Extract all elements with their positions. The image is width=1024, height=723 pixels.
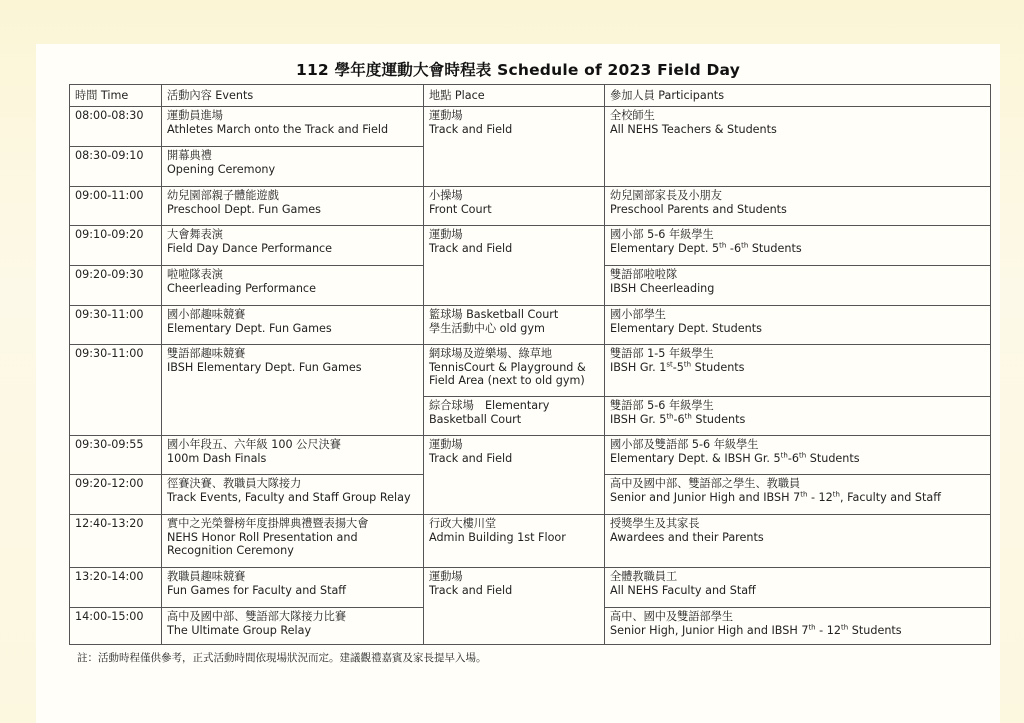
event-zh: 國小部趣味競賽	[167, 308, 246, 321]
header-time: 時間 Time	[70, 85, 162, 107]
event-cell	[162, 306, 424, 345]
time-cell: 09:30-11:00	[70, 306, 162, 345]
participants-en: Awardees and their Parents	[610, 530, 764, 544]
event-cell	[162, 475, 424, 515]
event-zh: 實中之光榮譽榜年度掛牌典禮暨表揚大會	[167, 517, 369, 530]
header-participants: 參加人員 Participants	[605, 85, 991, 107]
participants-zh: 雙語部 1-5 年級學生	[610, 347, 714, 360]
participants-cell	[605, 226, 991, 266]
place-en: Track and Field	[429, 241, 513, 255]
event-en: Opening Ceremony	[167, 162, 276, 176]
event-cell	[162, 107, 424, 147]
time-cell: 09:20-09:30	[70, 266, 162, 306]
participants-cell	[605, 568, 991, 608]
event-zh: 高中及國中部、雙語部大隊接力比賽	[167, 610, 347, 623]
participants-cell	[605, 266, 991, 306]
table-row	[70, 515, 991, 568]
event-en: IBSH Elementary Dept. Fun Games	[167, 360, 362, 374]
event-cell	[162, 226, 424, 266]
place-en: Basketball Court	[429, 412, 522, 426]
event-zh: 雙語部趣味競賽	[167, 347, 246, 360]
participants-en: Senior High, Junior High and IBSH 7th - 12th Students	[610, 622, 902, 637]
place-en: Track and Field	[429, 583, 513, 597]
table-row	[70, 436, 991, 475]
participants-zh: 國小部 5-6 年級學生	[610, 228, 714, 241]
participants-zh: 國小部學生	[610, 308, 666, 321]
table-row	[70, 107, 991, 147]
time-cell: 13:20-14:00	[70, 568, 162, 608]
event-en: Fun Games for Faculty and Staff	[167, 583, 347, 597]
place-zh: 運動場	[429, 438, 463, 451]
event-en: Field Day Dance Performance	[167, 241, 333, 255]
place-en: 學生活動中心 old gym	[429, 321, 545, 335]
event-zh: 大會舞表演	[167, 228, 223, 241]
place-zh: 運動場	[429, 228, 463, 241]
place-en: Track and Field	[429, 122, 513, 136]
event-en: Elementary Dept. Fun Games	[167, 321, 332, 335]
participants-en: IBSH Gr. 5th-6th Students	[610, 411, 746, 426]
event-en: The Ultimate Group Relay	[167, 623, 312, 637]
time-cell: 12:40-13:20	[70, 515, 162, 568]
place-cell	[424, 397, 605, 436]
event-zh: 幼兒園部親子體能遊戲	[167, 189, 279, 202]
place-zh: 行政大樓川堂	[429, 517, 497, 530]
table-row	[70, 187, 991, 226]
place-zh: 籃球場 Basketball Court	[429, 308, 559, 321]
place-en: Front Court	[429, 202, 492, 216]
event-cell	[162, 515, 424, 568]
event-en: 100m Dash Finals	[167, 451, 267, 465]
participants-en: Senior and Junior High and IBSH 7th - 12th, Faculty and Staff	[610, 489, 941, 504]
place-en: TennisCourt & Playground &	[429, 360, 586, 374]
schedule-sheet	[36, 44, 1000, 723]
participants-zh: 高中、國中及雙語部學生	[610, 610, 734, 623]
participants-zh: 授獎學生及其家長	[610, 517, 700, 530]
participants-en: All NEHS Teachers & Students	[610, 122, 777, 136]
event-en: Cheerleading Performance	[167, 281, 316, 295]
time-cell: 09:30-09:55	[70, 436, 162, 475]
table-row	[70, 568, 991, 608]
event-cell	[162, 568, 424, 608]
time-cell: 09:00-11:00	[70, 187, 162, 226]
event-en: Athletes March onto the Track and Field	[167, 122, 389, 136]
event-zh: 運動員進場	[167, 109, 223, 122]
event-zh: 教職員趣味競賽	[167, 570, 246, 583]
event-zh: 開幕典禮	[167, 149, 212, 162]
place-cell	[424, 568, 605, 645]
event-cell	[162, 187, 424, 226]
event-zh: 啦啦隊表演	[167, 268, 223, 281]
place-en-2: Field Area (next to old gym)	[429, 374, 585, 387]
place-zh: 運動場	[429, 109, 463, 122]
participants-cell	[605, 515, 991, 568]
place-cell	[424, 436, 605, 515]
event-zh: 徑賽決賽、教職員大隊接力	[167, 477, 302, 490]
place-en: Track and Field	[429, 451, 513, 465]
time-cell: 08:00-08:30	[70, 107, 162, 147]
participants-cell	[605, 187, 991, 226]
place-cell	[424, 226, 605, 306]
time-cell: 09:30-11:00	[70, 345, 162, 436]
place-zh: 綜合球場 Elementary	[429, 399, 550, 412]
place-cell	[424, 107, 605, 187]
participants-en: IBSH Gr. 1st-5th Students	[610, 359, 745, 374]
table-row	[70, 226, 991, 266]
participants-cell	[605, 306, 991, 345]
footnote: 註：活動時程僅供參考，正式活動時間依現場狀況而定。建議觀禮嘉賓及家長提早入場。	[77, 652, 487, 664]
participants-cell	[605, 436, 991, 475]
event-en-2: Recognition Ceremony	[167, 544, 294, 557]
participants-zh: 幼兒園部家長及小朋友	[610, 189, 722, 202]
event-cell	[162, 345, 424, 436]
time-cell: 08:30-09:10	[70, 147, 162, 187]
event-cell	[162, 266, 424, 306]
table-header-row	[70, 85, 991, 107]
time-cell: 09:10-09:20	[70, 226, 162, 266]
event-en: Preschool Dept. Fun Games	[167, 202, 322, 216]
participants-zh: 國小部及雙語部 5-6 年級學生	[610, 438, 759, 451]
time-cell: 09:20-12:00	[70, 475, 162, 515]
event-en: NEHS Honor Roll Presentation and	[167, 530, 358, 544]
time-cell: 14:00-15:00	[70, 608, 162, 645]
event-cell	[162, 608, 424, 645]
participants-zh: 雙語部 5-6 年級學生	[610, 399, 714, 412]
participants-cell	[605, 397, 991, 436]
event-cell	[162, 147, 424, 187]
participants-zh: 全校師生	[610, 109, 655, 122]
place-cell	[424, 345, 605, 397]
participants-cell	[605, 107, 991, 187]
event-zh: 國小年段五、六年級 100 公尺決賽	[167, 438, 341, 451]
participants-cell	[605, 345, 991, 397]
page-title: 112 學年度運動大會時程表 Schedule of 2023 Field Day	[295, 61, 741, 79]
participants-cell	[605, 608, 991, 645]
participants-zh: 全體教職員工	[610, 570, 678, 583]
place-zh: 網球場及遊樂場、綠草地	[429, 347, 553, 360]
schedule-table	[69, 84, 991, 645]
participants-en: IBSH Cheerleading	[610, 281, 715, 295]
place-zh: 小操場	[429, 189, 463, 202]
event-en: Track Events, Faculty and Staff Group Relay	[167, 490, 411, 504]
participants-en: Elementary Dept. 5th -6th Students	[610, 240, 802, 255]
place-zh: 運動場	[429, 570, 463, 583]
table-row	[70, 306, 991, 345]
header-events: 活動內容 Events	[162, 85, 424, 107]
place-cell	[424, 187, 605, 226]
place-en: Admin Building 1st Floor	[429, 530, 566, 544]
participants-en: Elementary Dept. & IBSH Gr. 5th-6th Students	[610, 450, 860, 465]
participants-en: All NEHS Faculty and Staff	[610, 583, 756, 597]
event-cell	[162, 436, 424, 475]
place-cell	[424, 306, 605, 345]
place-cell	[424, 515, 605, 568]
participants-en: Preschool Parents and Students	[610, 202, 787, 216]
header-place: 地點 Place	[424, 85, 605, 107]
table-row	[70, 345, 991, 397]
participants-cell	[605, 475, 991, 515]
participants-zh: 高中及國中部、雙語部之學生、教職員	[610, 477, 801, 490]
participants-zh: 雙語部啦啦隊	[610, 268, 678, 281]
participants-en: Elementary Dept. Students	[610, 321, 762, 335]
